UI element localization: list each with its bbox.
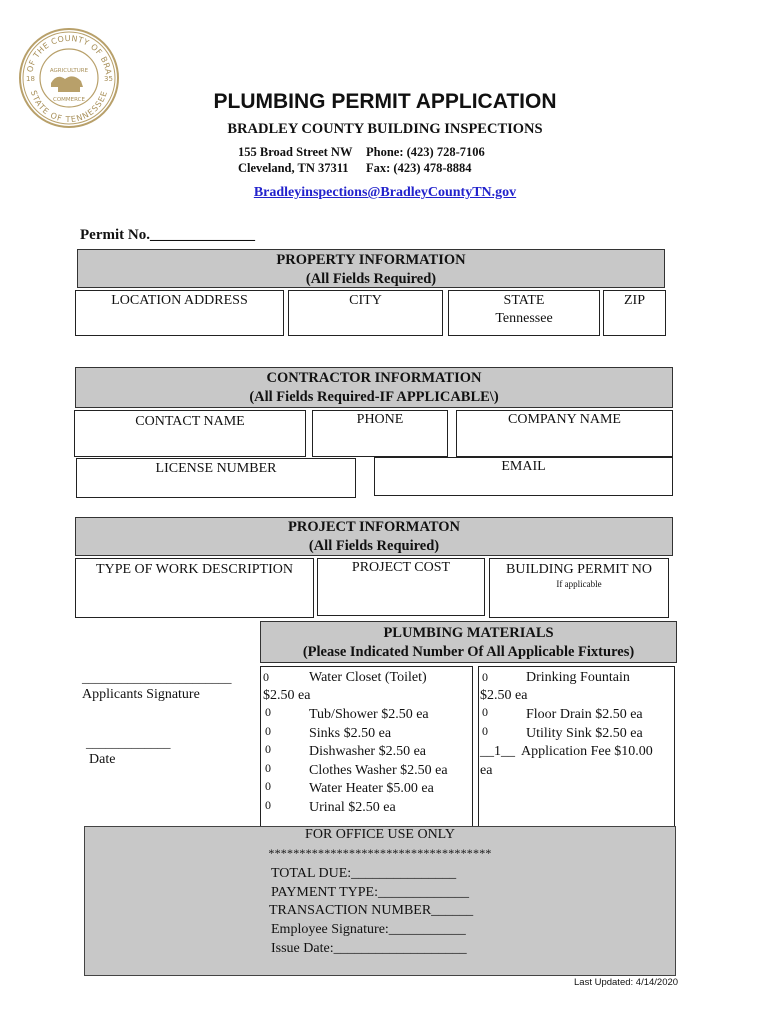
list-item bbox=[480, 724, 674, 743]
fixture-label: Tub/Shower $2.50 ea bbox=[309, 707, 429, 722]
phone-label: PHONE bbox=[356, 412, 404, 427]
qty-input[interactable]: 0 bbox=[265, 742, 271, 756]
fixture-label: Drinking Fountain bbox=[526, 670, 630, 685]
fixture-label: Water Heater $5.00 ea bbox=[309, 781, 434, 796]
qty-input[interactable]: 0 bbox=[482, 723, 488, 738]
city-field[interactable] bbox=[288, 290, 443, 336]
signature-label: Applicants Signature bbox=[82, 687, 200, 702]
fixture-label: Clothes Washer $2.50 ea bbox=[309, 762, 448, 778]
qty-input[interactable]: 0 bbox=[482, 705, 488, 719]
signature-line[interactable]: _______________________ bbox=[82, 670, 232, 685]
county-seal-logo bbox=[18, 27, 120, 129]
permit-number[interactable]: Permit No.______________ bbox=[80, 227, 255, 243]
svg-text:COMMERCE: COMMERCE bbox=[53, 97, 85, 103]
page-title: PLUMBING PERMIT APPLICATION bbox=[213, 90, 557, 113]
qty-input[interactable]: 0 bbox=[265, 723, 271, 738]
fixture-label: Urinal $2.50 ea bbox=[309, 799, 396, 815]
list-item bbox=[263, 798, 471, 817]
contact-name-field[interactable] bbox=[74, 410, 306, 457]
project-subheading: (All Fields Required) bbox=[308, 538, 440, 554]
state-label: STATE bbox=[503, 293, 545, 308]
building-permit-label: BUILDING PERMIT NO bbox=[506, 562, 652, 577]
property-subheading: (All Fields Required) bbox=[305, 271, 437, 287]
qty-input[interactable]: 0 bbox=[265, 760, 271, 775]
project-heading: PROJECT INFORMATON bbox=[288, 519, 460, 535]
contractor-heading: CONTRACTOR INFORMATION bbox=[266, 370, 482, 386]
state-value: Tennessee bbox=[495, 311, 553, 326]
materials-left-list bbox=[263, 668, 471, 816]
company-name-field[interactable] bbox=[456, 410, 673, 457]
office-divider: ************************************ bbox=[268, 846, 492, 860]
qty-input[interactable]: 0 bbox=[265, 779, 271, 793]
list-item bbox=[263, 686, 471, 705]
total-due: TOTAL DUE:_______________ bbox=[271, 866, 457, 881]
list-item bbox=[263, 779, 471, 798]
svg-text:18: 18 bbox=[26, 75, 35, 83]
qty-input[interactable]: 0 bbox=[263, 670, 269, 684]
email-field[interactable] bbox=[374, 457, 673, 496]
fixture-label: Utility Sink $2.50 ea bbox=[526, 725, 643, 741]
qty-input[interactable]: 0 bbox=[265, 797, 271, 812]
zip-field[interactable] bbox=[603, 290, 666, 336]
svg-text:SEAL OF THE COUNTY OF BRADLEY: OF THE COUNTY OF BRA bbox=[25, 33, 113, 76]
list-item bbox=[263, 742, 471, 761]
list-item bbox=[480, 668, 674, 686]
contact-name-label: CONTACT NAME bbox=[135, 414, 245, 429]
employee-signature: Employee Signature:___________ bbox=[271, 922, 466, 937]
location-address-field[interactable] bbox=[75, 290, 284, 336]
location-address-label: LOCATION ADDRESS bbox=[111, 293, 248, 308]
date-label: Date bbox=[89, 752, 116, 767]
street-address: 155 Broad Street NW bbox=[238, 145, 353, 159]
fixture-label: Sinks $2.50 ea bbox=[309, 725, 392, 741]
city-label: CITY bbox=[349, 293, 382, 308]
list-item bbox=[480, 742, 674, 761]
list-item bbox=[263, 668, 471, 686]
date-line[interactable]: _____________ bbox=[86, 735, 171, 750]
phone-number: Phone: (423) 728-7106 bbox=[366, 145, 485, 159]
payment-type: PAYMENT TYPE:_____________ bbox=[271, 885, 469, 900]
work-type-field[interactable] bbox=[75, 558, 314, 618]
plumbing-materials-header bbox=[260, 621, 677, 663]
svg-text:AGRICULTURE: AGRICULTURE bbox=[49, 68, 89, 74]
email-link[interactable]: Bradleyinspections@BradleyCountyTN.gov bbox=[253, 185, 517, 200]
list-item bbox=[480, 705, 674, 724]
contractor-info-header bbox=[75, 367, 673, 408]
list-item bbox=[263, 761, 471, 780]
zip-label: ZIP bbox=[624, 293, 645, 308]
subtitle: BRADLEY COUNTY BUILDING INSPECTIONS bbox=[227, 121, 543, 137]
property-info-header bbox=[77, 249, 665, 288]
contractor-subheading: (All Fields Required-IF APPLICABLE\) bbox=[249, 389, 499, 405]
fixture-label: Water Closet (Toilet) bbox=[309, 670, 427, 685]
materials-subheading: (Please Indicated Number Of All Applicable Fixtures) bbox=[302, 644, 635, 660]
building-permit-note: If applicable bbox=[556, 579, 602, 589]
transaction-number: TRANSACTION NUMBER______ bbox=[269, 903, 474, 918]
company-name-label: COMPANY NAME bbox=[508, 412, 621, 427]
project-cost-label: PROJECT COST bbox=[351, 560, 451, 575]
office-use-heading: FOR OFFICE USE ONLY bbox=[305, 827, 455, 842]
fixture-label: $2.50 ea bbox=[480, 688, 528, 703]
list-item bbox=[480, 761, 674, 780]
fixture-label: Application Fee $10.00 bbox=[521, 744, 653, 759]
last-updated: Last Updated: 4/14/2020 bbox=[574, 977, 679, 988]
phone-field[interactable] bbox=[312, 410, 448, 457]
city-address: Cleveland, TN 37311 bbox=[238, 161, 349, 175]
license-number-label: LICENSE NUMBER bbox=[155, 461, 277, 476]
license-number-field[interactable] bbox=[76, 458, 356, 498]
fixture-label: Dishwasher $2.50 ea bbox=[309, 744, 427, 759]
fax-number: Fax: (423) 478-8884 bbox=[366, 161, 472, 175]
state-field[interactable] bbox=[448, 290, 600, 336]
building-permit-field[interactable] bbox=[489, 558, 669, 618]
svg-text:35: 35 bbox=[104, 75, 113, 83]
email-label: EMAIL bbox=[501, 459, 546, 474]
qty-input[interactable]: 0 bbox=[482, 670, 488, 684]
work-type-label: TYPE OF WORK DESCRIPTION bbox=[96, 562, 293, 577]
qty-input[interactable]: 0 bbox=[265, 705, 271, 719]
svg-text:STATE OF TENNESSEE: STATE OF TENNESSEE bbox=[28, 89, 110, 125]
project-info-header bbox=[75, 517, 673, 556]
fixture-label: Floor Drain $2.50 ea bbox=[526, 707, 643, 722]
project-cost-field[interactable] bbox=[317, 558, 485, 616]
list-item bbox=[263, 724, 471, 743]
materials-right-list bbox=[480, 668, 674, 779]
list-item bbox=[263, 705, 471, 724]
qty-input[interactable]: __1__ bbox=[480, 744, 515, 759]
fixture-label: $2.50 ea bbox=[263, 688, 311, 703]
property-heading: PROPERTY INFORMATION bbox=[276, 252, 466, 268]
list-item bbox=[480, 686, 674, 705]
fixture-label: ea bbox=[480, 762, 493, 778]
materials-heading: PLUMBING MATERIALS bbox=[383, 625, 554, 641]
issue-date: Issue Date:___________________ bbox=[271, 941, 467, 956]
